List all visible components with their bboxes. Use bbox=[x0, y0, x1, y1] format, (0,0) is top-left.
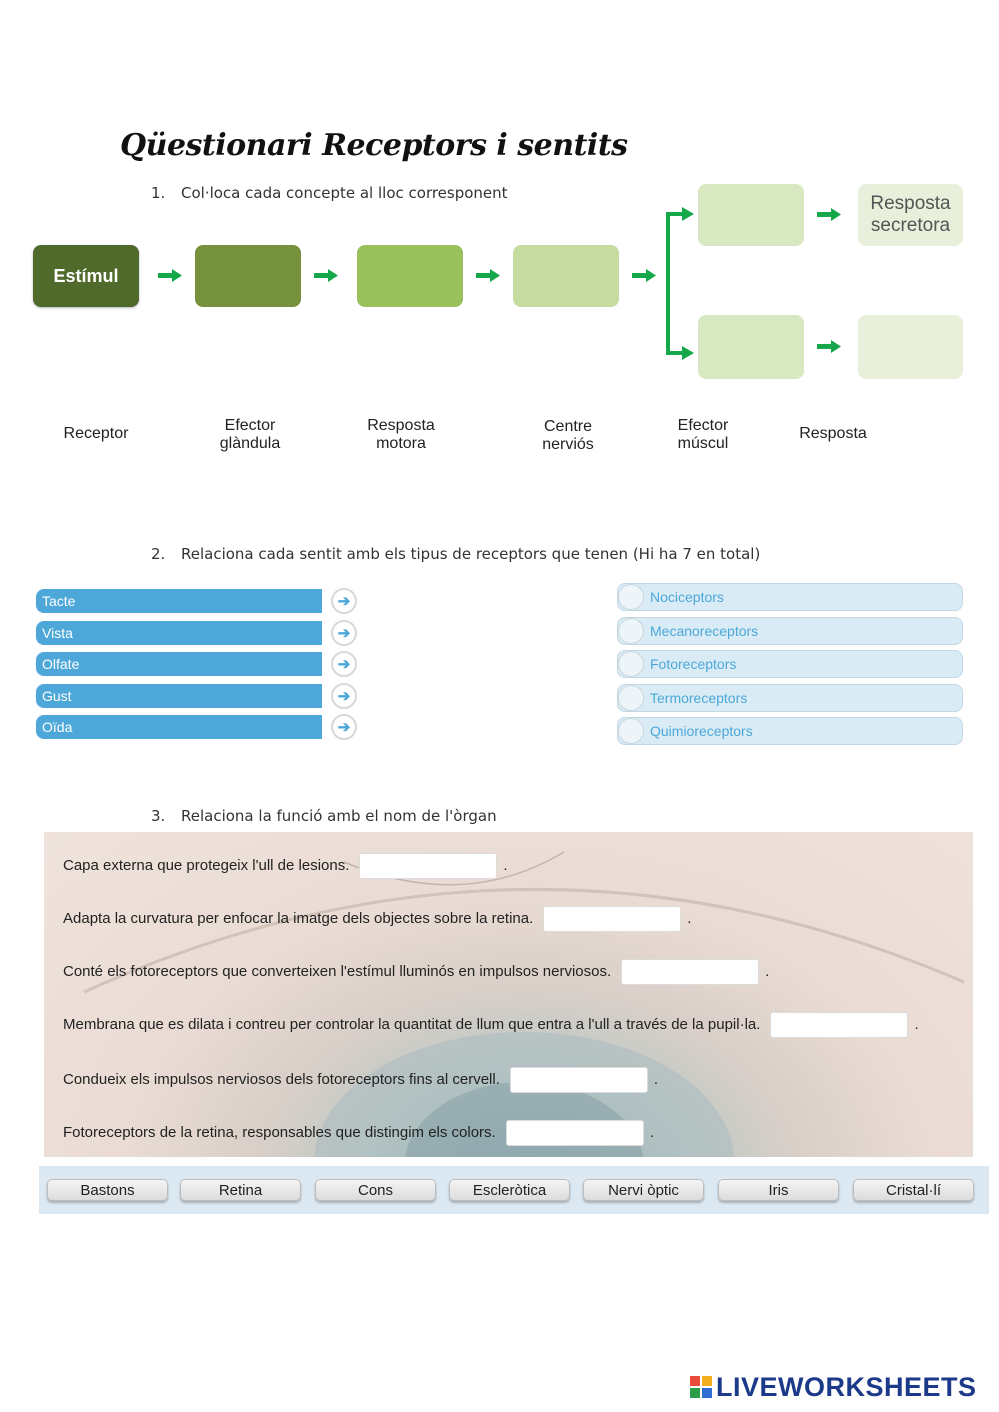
connect-arrow-icon[interactable]: ➔ bbox=[331, 620, 357, 646]
connect-point[interactable] bbox=[618, 685, 644, 711]
question-text: Relaciona la funció amb el nom de l'òrgan bbox=[181, 807, 497, 825]
function-row: Adapta la curvatura per enfocar la imatge dels objectes sobre la retina. . bbox=[63, 906, 691, 932]
word-chip[interactable]: Escleròtica bbox=[449, 1179, 570, 1201]
function-row: Membrana que es dilata i contreu per controlar la quantitat de llum que entra a l'ull a través de la pupil·la. . bbox=[63, 1012, 919, 1038]
connect-arrow-icon[interactable]: ➔ bbox=[331, 651, 357, 677]
connect-arrow-icon[interactable]: ➔ bbox=[331, 683, 357, 709]
concept-efector-muscul[interactable]: Efector múscul bbox=[677, 417, 729, 452]
arrow-icon bbox=[314, 269, 338, 282]
function-row: Condueix els impulsos nerviosos dels fotoreceptors fins al cervell. . bbox=[63, 1067, 658, 1093]
question-3 bbox=[151, 807, 497, 825]
branch-connector bbox=[666, 207, 694, 360]
page-title: Qüestionari Receptors i sentits bbox=[120, 128, 628, 163]
concept-resposta-motora[interactable]: Resposta motora bbox=[367, 417, 435, 452]
sense-item: Gust bbox=[36, 684, 322, 708]
word-bank bbox=[39, 1166, 989, 1214]
function-row: Conté els fotoreceptors que converteixen l'estímul lluminós en impulsos nerviosos. . bbox=[63, 959, 769, 985]
question-2 bbox=[151, 545, 760, 563]
word-chip[interactable]: Cons bbox=[315, 1179, 436, 1201]
word-chip[interactable]: Iris bbox=[718, 1179, 839, 1201]
connect-point[interactable] bbox=[618, 618, 644, 644]
eye-background-panel bbox=[44, 832, 973, 1157]
concept-centre-nervios[interactable]: Centre nerviós bbox=[542, 418, 594, 453]
receptor-target[interactable]: Quimioreceptors bbox=[617, 717, 963, 745]
receptor-target[interactable]: Termoreceptors bbox=[617, 684, 963, 712]
arrow-icon bbox=[817, 340, 841, 353]
brand-name: LIVEWORKSHEETS bbox=[716, 1372, 977, 1402]
answer-drop-field[interactable] bbox=[506, 1120, 644, 1146]
answer-drop-field[interactable] bbox=[510, 1067, 648, 1093]
connect-arrow-icon[interactable]: ➔ bbox=[331, 714, 357, 740]
answer-drop-field[interactable] bbox=[543, 906, 681, 932]
liveworksheets-icon bbox=[690, 1376, 712, 1398]
receptor-target[interactable]: Mecanoreceptors bbox=[617, 617, 963, 645]
sense-item: Olfate bbox=[36, 652, 322, 676]
question-number: 3. bbox=[151, 807, 166, 825]
arrow-icon bbox=[632, 269, 656, 282]
flow-top-right-label: Resposta secretora bbox=[870, 193, 951, 236]
eye-illustration bbox=[44, 832, 973, 1157]
connect-point[interactable] bbox=[618, 651, 644, 677]
question-number: 2. bbox=[151, 545, 166, 563]
flow-start-label: Estímul bbox=[53, 265, 119, 286]
receptor-target[interactable]: Nociceptors bbox=[617, 583, 963, 611]
word-chip[interactable]: Cristal·lí bbox=[853, 1179, 974, 1201]
question-text: Col·loca cada concepte al lloc corresponent bbox=[181, 184, 508, 202]
answer-drop-field[interactable] bbox=[359, 853, 497, 879]
word-chip[interactable]: Retina bbox=[180, 1179, 301, 1201]
brand-logo bbox=[690, 1372, 977, 1403]
word-chip[interactable]: Bastons bbox=[47, 1179, 168, 1201]
concept-resposta[interactable]: Resposta bbox=[799, 425, 867, 442]
question-number: 1. bbox=[151, 184, 166, 202]
question-text: Relaciona cada sentit amb els tipus de receptors que tenen (Hi ha 7 en total) bbox=[181, 545, 761, 563]
concept-efector-glandula[interactable]: Efector glàndula bbox=[219, 417, 281, 452]
concept-receptor[interactable]: Receptor bbox=[63, 425, 129, 442]
arrow-icon bbox=[817, 208, 841, 221]
receptor-target[interactable]: Fotoreceptors bbox=[617, 650, 963, 678]
answer-drop-field[interactable] bbox=[621, 959, 759, 985]
connect-arrow-icon[interactable]: ➔ bbox=[331, 588, 357, 614]
arrow-icon bbox=[476, 269, 500, 282]
answer-drop-field[interactable] bbox=[770, 1012, 908, 1038]
function-row: Capa externa que protegeix l'ull de lesions. . bbox=[63, 853, 508, 879]
sense-item: Oïda bbox=[36, 715, 322, 739]
word-chip[interactable]: Nervi òptic bbox=[583, 1179, 704, 1201]
connect-point[interactable] bbox=[618, 718, 644, 744]
flow-arrows bbox=[0, 0, 999, 420]
sense-item: Vista bbox=[36, 621, 322, 645]
sense-item: Tacte bbox=[36, 589, 322, 613]
function-row: Fotoreceptors de la retina, responsables que distingim els colors. . bbox=[63, 1120, 654, 1146]
arrow-icon bbox=[158, 269, 182, 282]
connect-point[interactable] bbox=[618, 584, 644, 610]
